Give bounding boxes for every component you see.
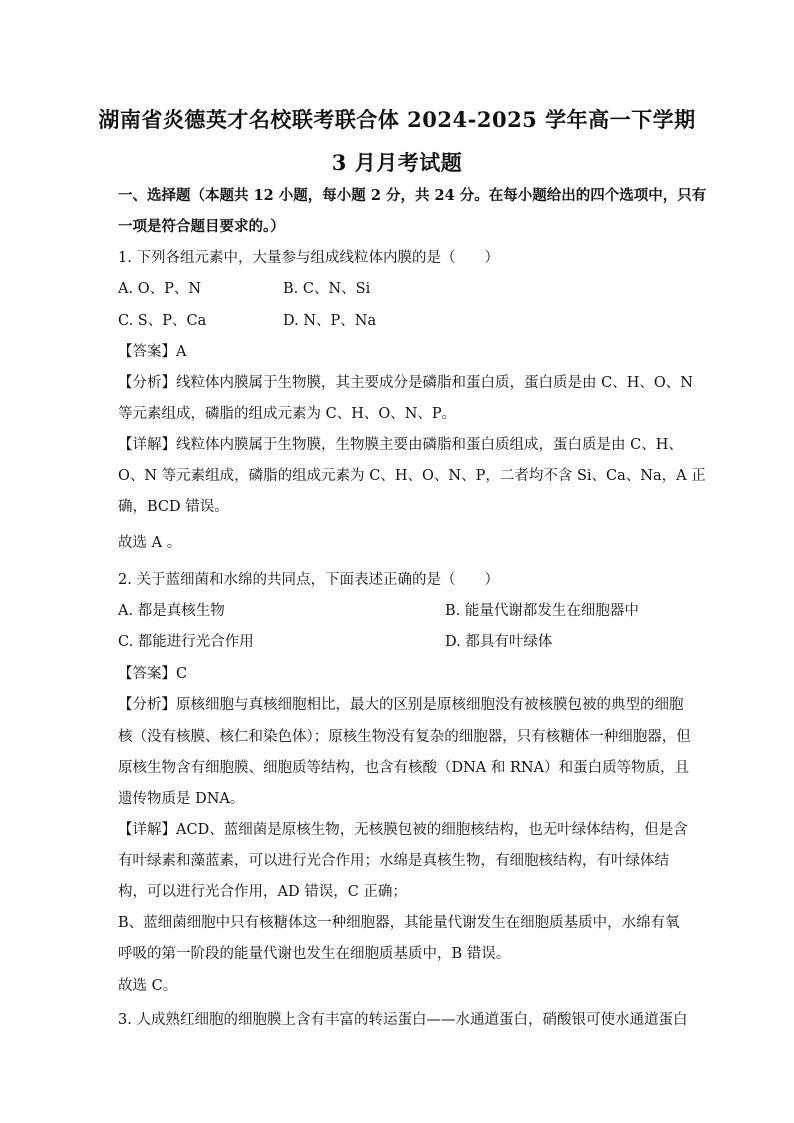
question-2-detail-line4: B、蓝细菌细胞中只有核糖体这一种细胞器，其能量代谢发生在细胞质基质中，水绵有氧 <box>118 915 680 931</box>
question-3-stem: 3. 人成熟红细胞的细胞膜上含有丰富的转运蛋白——水通道蛋白，硝酸银可使水通道蛋白 <box>118 1012 688 1028</box>
question-2-analysis-line1: 【分析】原核细胞与真核细胞相比，最大的区别是原核细胞没有被核膜包被的典型的细胞 <box>118 697 684 713</box>
section-heading-line2: 一项是符合题目要求的。） <box>118 218 285 235</box>
question-2-option-b: B. 能量代谢都发生在细胞器中 <box>445 603 639 619</box>
section-heading-line1: 一、选择题（本题共 12 小题，每小题 2 分，共 24 分。在每小题给出的四个选项中，只有 <box>118 187 707 204</box>
question-1-detail-line3: 确，BCD 错误。 <box>118 499 229 515</box>
question-2-detail-line1: 【详解】ACD、蓝细菌是原核生物，无核膜包被的细胞核结构，也无叶绿体结构，但是含 <box>118 822 688 838</box>
question-1-detail-line2: O、N 等元素组成，磷脂的组成元素为 C、H、O、N、P，二者均不含 Si、Ca、Na，A 正 <box>118 468 706 484</box>
question-1-detail-line1: 【详解】线粒体内膜属于生物膜，生物膜主要由磷脂和蛋白质组成，蛋白质是由 C、H、 <box>118 437 683 453</box>
question-2-detail-line2: 有叶绿素和藻蓝素，可以进行光合作用；水绵是真核生物，有细胞核结构，有叶绿体结 <box>118 853 669 869</box>
question-1-option-d: D. N、P、Na <box>283 313 377 329</box>
question-1-option-b: B. C、N、Si <box>283 281 371 297</box>
document-title-line1: 湖南省炎德英才名校联考联合体 2024-2025 学年高一下学期 <box>98 107 696 132</box>
question-1-conclusion: 故选 A 。 <box>118 535 182 551</box>
question-1-analysis-line1: 【分析】线粒体内膜属于生物膜，其主要成分是磷脂和蛋白质，蛋白质是由 C、H、O、N <box>118 375 693 391</box>
question-2-detail-line5: 呼吸的第一阶段的能量代谢也发生在细胞质基质中，B 错误。 <box>118 946 511 962</box>
question-2-answer: 【答案】C <box>118 666 188 682</box>
question-1-option-a: A. O、P、N <box>118 281 202 297</box>
question-1-answer: 【答案】A <box>118 344 187 360</box>
question-1-stem: 1. 下列各组元素中，大量参与组成线粒体内膜的是（ ） <box>118 250 499 266</box>
question-2-analysis-line4: 遗传物质是 DNA。 <box>118 791 245 807</box>
question-2-conclusion: 故选 C。 <box>118 978 178 994</box>
document-title-line2: 3 月月考试题 <box>331 150 463 175</box>
question-2-detail-line3: 构，可以进行光合作用，AD 错误，C 正确； <box>118 884 407 900</box>
question-2-option-c: C. 都能进行光合作用 <box>118 634 254 650</box>
question-2-option-d: D. 都具有叶绿体 <box>445 634 553 650</box>
question-2-analysis-line2: 核（没有核膜、核仁和染色体）；原核生物没有复杂的细胞器，只有核糖体一种细胞器，但 <box>118 729 691 745</box>
question-1-analysis-line2: 等元素组成，磷脂的组成元素为 C、H、O、N、P。 <box>118 406 457 422</box>
question-2-analysis-line3: 原核生物含有细胞膜、细胞质等结构，也含有核酸（DNA 和 RNA）和蛋白质等物质，且 <box>118 760 690 776</box>
question-1-option-c: C. S、P、Ca <box>118 313 207 329</box>
question-2-option-a: A. 都是真核生物 <box>118 603 225 619</box>
question-2-stem: 2. 关于蓝细菌和水绵的共同点，下面表述正确的是（ ） <box>118 572 499 588</box>
